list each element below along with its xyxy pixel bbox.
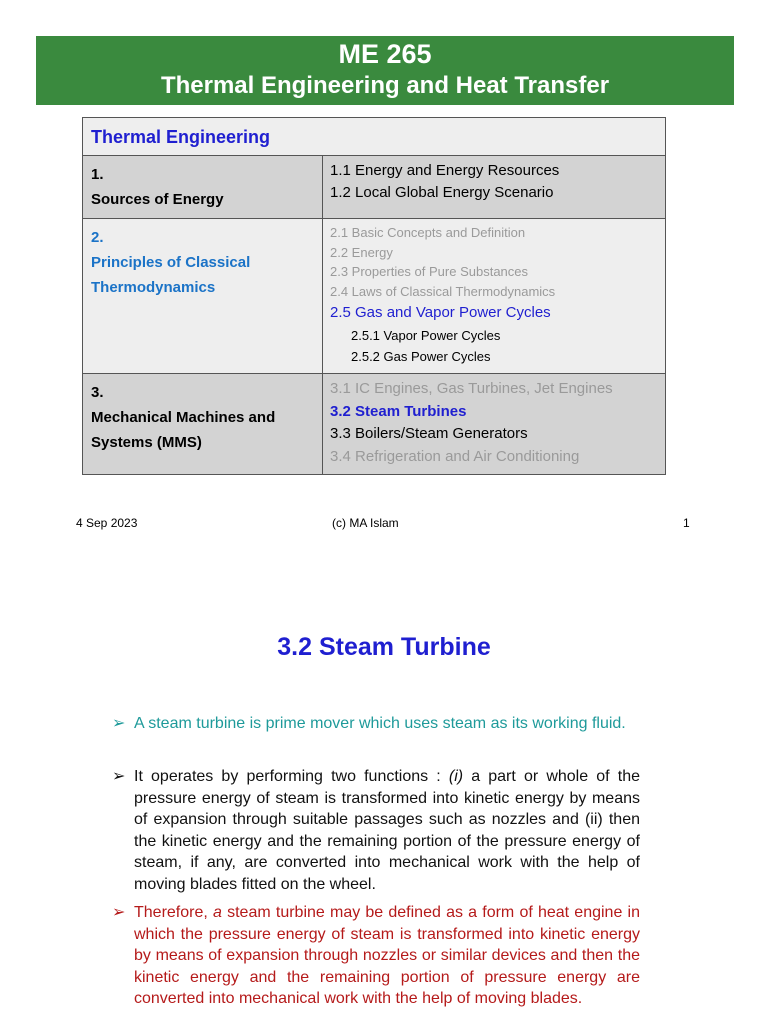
list-item: 2.1 Basic Concepts and Definition [330, 225, 526, 240]
section-label-cell [83, 374, 323, 475]
section-label: Mechanical Machines and [91, 409, 276, 426]
list-item: 1.2 Local Global Energy Scenario [330, 184, 554, 201]
section-label: Principles of Classical [91, 254, 251, 271]
footer-date: 4 Sep 2023 [76, 516, 138, 530]
list-item: 3.1 IC Engines, Gas Turbines, Jet Engines [330, 380, 613, 397]
section-label-cell [83, 219, 323, 374]
arrow-bullet-icon: ➢ [112, 904, 126, 921]
section-number: 2. [91, 229, 104, 246]
arrow-bullet-icon: ➢ [112, 768, 126, 785]
list-item: 3.3 Boilers/Steam Generators [330, 425, 528, 442]
table-row [83, 156, 666, 219]
table-row [83, 374, 666, 475]
bullet-item [112, 902, 640, 1010]
sub-list-item: 2.5.1 Vapor Power Cycles [351, 328, 501, 344]
list-item: 2.4 Laws of Classical Thermodynamics [330, 283, 556, 299]
list-item: 3.4 Refrigeration and Air Conditioning [330, 447, 580, 465]
bullet-text: A steam turbine is prime mover which uses steam as its working fluid. [134, 715, 626, 732]
section-label: Systems (MMS) [91, 434, 202, 451]
course-header [36, 36, 734, 105]
course-title: Thermal Engineering and Heat Transfer [160, 72, 610, 99]
bullet-item [112, 766, 640, 895]
bullet-text: It operates by performing two functions : (i) a part or whole of the pressure energy of steam is transformed into kinetic energy by means of expansion through suitable passages such as nozzles and (ii) then the kinetic energy and the remaining portion of the pressure energy of steam, if any, are converted into mechanical work with the help of moving blades fitted on the wheel. [134, 768, 640, 893]
slide-title: 3.2 Steam Turbine [277, 633, 491, 661]
section-items-cell [323, 374, 666, 475]
table-row [83, 219, 666, 374]
list-item: 2.3 Properties of Pure Substances [330, 264, 529, 280]
section-label-cell [83, 156, 323, 219]
list-item: 2.2 Energy [330, 244, 393, 260]
section-items-cell [323, 156, 666, 219]
outline-title: Thermal Engineering [91, 127, 271, 147]
section-number: 1. [91, 166, 104, 183]
section-items-cell [323, 219, 666, 374]
arrow-bullet-icon: ➢ [112, 715, 126, 732]
active-list-item: 3.2 Steam Turbines [330, 402, 467, 420]
course-outline-table [82, 117, 666, 475]
bullet-text: Therefore, a steam turbine may be defined as a form of heat engine in which the pressure energy of steam is transformed into kinetic energy by means of expansion through nozzles or similar devices and then the kinetic energy and the remaining portion of pressure energy are converted into mechanical work with the help of moving blades. [134, 904, 640, 1007]
footer-page-number: 1 [683, 516, 690, 530]
outline-title-cell [83, 118, 666, 156]
active-list-item: 2.5 Gas and Vapor Power Cycles [330, 304, 551, 322]
course-code: ME 265 [338, 39, 432, 69]
bullet-item [112, 713, 640, 735]
footer-author: (c) MA Islam [332, 516, 399, 530]
section-number: 3. [91, 384, 104, 401]
section-label: Sources of Energy [91, 191, 224, 208]
list-item: 1.1 Energy and Energy Resources [330, 162, 560, 179]
sub-list-item: 2.5.2 Gas Power Cycles [351, 349, 491, 365]
section-label: Thermodynamics [91, 279, 216, 296]
